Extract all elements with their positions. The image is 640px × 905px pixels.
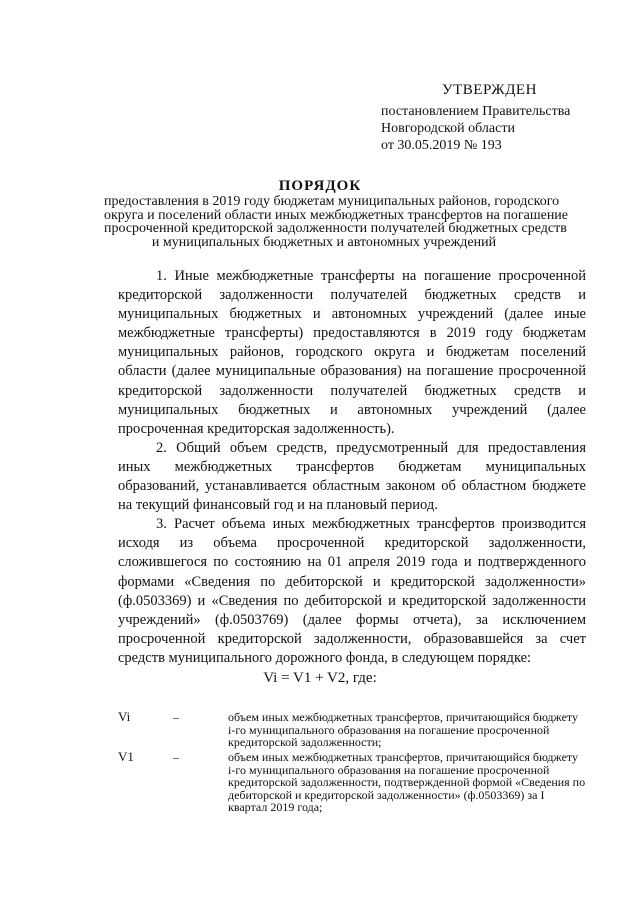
definition-text: объем иных межбюджетных трансфертов, причитающийся бюджету i-го муниципального образования на погашение просроченной кредиторской задолженности, подтвержденной формой «Сведения по дебиторской и кредиторской задолженности» (ф.0503369) за I квартал 2019 года; [228,750,586,814]
definition-row [118,711,586,749]
approval-line: Новгородской области [381,121,515,136]
definition-row [118,751,586,814]
definition-symbol: Vi [118,709,131,724]
subtitle-line: округа и поселений области иных межбюджетных трансфертов на погашение [104,207,569,223]
approval-line: постановлением Правительства [381,104,571,119]
definition-dash: – [173,710,179,724]
subtitle-line: и муниципальных бюджетных и автономных учреждений [151,234,497,250]
document-body [118,267,586,668]
paragraph-1: 1. Иные межбюджетные трансферты на погашение просроченной кредиторской задолженности получателей бюджетных средств и муниципальных бюджетных и автономных учреждений (далее иные межбюджетные трансферты) предоставляются в 2019 году бюджетам муниципальных районов, городского округа и бюджетам поселений области (далее муниципальные образования) на погашение просроченной кредиторской задолженности получателей бюджетных средств и муниципальных бюджетных и автономных учреждений (далее просроченная кредиторская задолженность). [118,268,586,437]
document-title: ПОРЯДОК [278,178,362,194]
approval-title: УТВЕРЖДЕН [442,82,537,98]
definition-dash: – [173,750,179,764]
definition-text: объем иных межбюджетных трансфертов, причитающийся бюджету i-го муниципального образования на погашение просроченной кредиторской задолженности; [228,710,578,749]
document-subtitle [104,194,569,250]
subtitle-line: предоставления в 2019 году бюджетам муниципальных районов, городского [104,194,560,209]
formula: Vi = V1 + V2, где: [263,670,377,686]
subtitle-line: просроченной кредиторской задолженности получателей бюджетных средств [104,221,567,236]
paragraph-2: 2. Общий объем средств, предусмотренный для предоставления иных межбюджетных трансфертов бюджетам муниципальных образований, устанавливается областным законом об областном бюджете на текущий финансовый год и на плановый период. [118,439,586,514]
definition-symbol: V1 [118,749,134,764]
approval-line: от 30.05.2019 № 193 [381,138,502,153]
paragraph-3: 3. Расчет объема иных межбюджетных трансфертов производится исходя из объема просроченной кредиторской задолженности, сложившегося по состоянию на 01 апреля 2019 года и подтвержденного формами «Сведения по дебиторской и кредиторской задолженности» (ф.0503369) и «Сведения по дебиторской и кредиторской задолженности учреждений» (ф.0503769) (далее формы отчета), за исключением просроченной кредиторской задолженности, образовавшейся за счет средств муниципального дорожного фонда, в следующем порядке: [118,516,586,666]
